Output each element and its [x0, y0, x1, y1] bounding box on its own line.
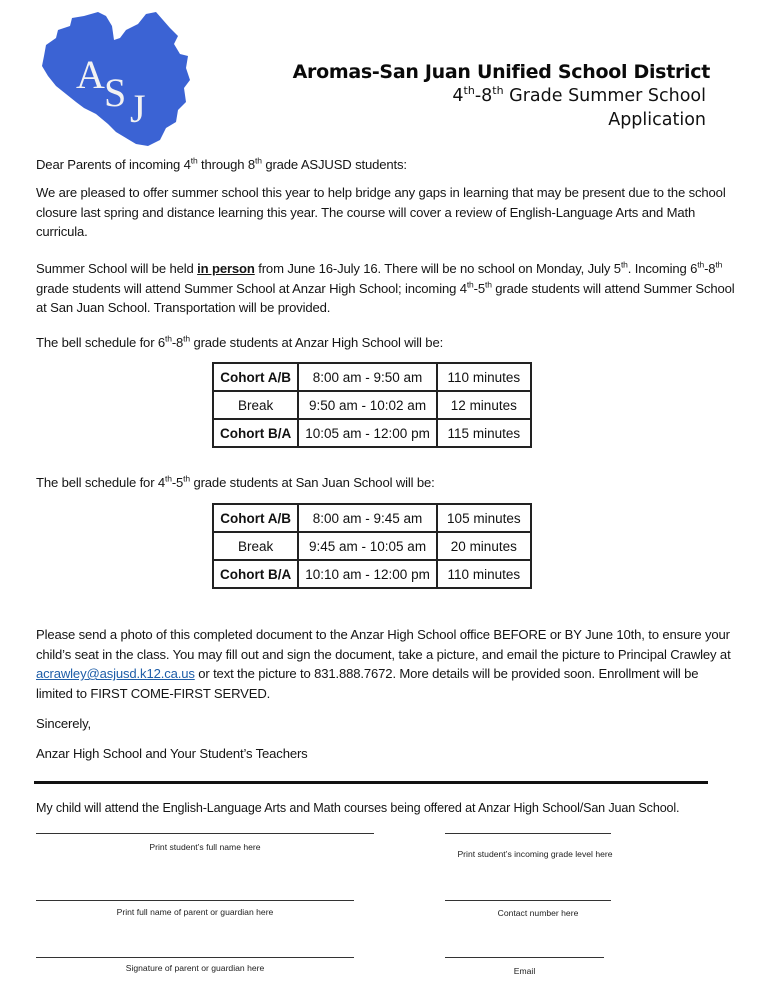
cohort-label-cell: Cohort B/A [213, 560, 298, 588]
greeting-sup: th [190, 155, 198, 166]
district-map-logo-icon [38, 10, 190, 148]
dates-sup: th [466, 279, 474, 290]
greeting-sup: th [255, 155, 262, 166]
dates-sup: th [697, 259, 705, 270]
document-subtitle [293, 84, 706, 108]
cohort-label-cell: Break [213, 391, 298, 419]
dates-text: . Incoming 6 [627, 261, 698, 276]
signature-block: Anzar High School and Your Student’s Teachers [36, 746, 308, 761]
greeting [36, 155, 736, 175]
parent-signature-line[interactable] [36, 957, 354, 958]
parent-signature-label: Signature of parent or guardian here [125, 963, 265, 973]
subtitle-grade-start: 4 [452, 86, 464, 106]
time-cell: 8:00 am - 9:50 am [298, 363, 437, 391]
dates-text: Summer School will be held [36, 261, 198, 276]
schedule-intro-sup: th [183, 473, 190, 484]
time-cell: 9:45 am - 10:05 am [298, 532, 437, 560]
schedule-intro-sup: th [183, 333, 190, 344]
table-row [213, 419, 531, 447]
subtitle-grade-end: -8 [474, 86, 493, 106]
subtitle-sup: th [463, 84, 475, 98]
instructions-paragraph [36, 625, 736, 703]
enrollment-statement: My child will attend the English-Language Arts and Math courses being offered at Anzar High School/San Juan School. [36, 801, 680, 815]
instructions-text: or text the picture to 831.888.7672. More details will be provided soon. Enrollment will be limited to FIRST COME-FIRST SERVED. [36, 666, 699, 701]
time-cell: 10:05 am - 12:00 pm [298, 419, 437, 447]
duration-cell: 115 minutes [437, 419, 531, 447]
cohort-label-cell: Cohort A/B [213, 363, 298, 391]
subtitle-sup: th [492, 84, 504, 98]
cohort-label-cell: Cohort B/A [213, 419, 298, 447]
logo-letter-a: A [76, 52, 105, 97]
duration-cell: 105 minutes [437, 504, 531, 532]
time-cell: 8:00 am - 9:45 am [298, 504, 437, 532]
logo-letter-s: S [104, 70, 127, 115]
instructions-text: Please send a photo of this completed document to the Anzar High School office BEFORE or BY June 10th, to ensure your child’s seat in the class. You may fill out and sign the document, take a picture, and email the picture to Principal Crawley at [36, 627, 731, 662]
subtitle-rest: Grade Summer School [503, 86, 706, 106]
schedule-intro-text: The bell schedule for 4 [36, 475, 166, 490]
dates-text: grade students will attend Summer School at Anzar High School; incoming 4 [36, 280, 467, 296]
table-row [213, 532, 531, 560]
schedule-intro-text: -5 [171, 475, 184, 490]
grade-level-line[interactable] [445, 833, 611, 834]
intro-paragraph: We are pleased to offer summer school this year to help bridge any gaps in learning that may be present due to the school closure last spring and distance learning this year. The course will cover a review of English-Language Arts and Math curricula. [36, 185, 726, 239]
table-row [213, 560, 531, 588]
table-row [213, 363, 531, 391]
email-line[interactable] [445, 957, 604, 958]
time-cell: 9:50 am - 10:02 am [298, 391, 437, 419]
email-label: Email [513, 966, 536, 976]
district-logo [38, 10, 190, 148]
schedule-intro-san-juan [36, 473, 736, 493]
greeting-text: grade ASJUSD students: [261, 157, 407, 172]
cohort-label-cell: Cohort A/B [213, 504, 298, 532]
dates-text: -8 [704, 261, 716, 276]
schedule-intro-text: The bell schedule for 6 [36, 335, 166, 350]
student-name-label: Print student’s full name here [149, 842, 261, 852]
table-row [213, 504, 531, 532]
duration-cell: 12 minutes [437, 391, 531, 419]
greeting-text: through 8 [197, 157, 256, 172]
cohort-label-cell: Break [213, 532, 298, 560]
parent-name-line[interactable] [36, 900, 354, 901]
schedule-intro-text: -8 [171, 335, 184, 350]
schedule-intro-sup: th [165, 473, 172, 484]
table-row [213, 391, 531, 419]
contact-number-line[interactable] [445, 900, 611, 901]
schedule-intro-text: grade students at San Juan School will be: [189, 475, 435, 490]
dates-sup: th [715, 259, 723, 270]
bell-schedule-san-juan-table [212, 503, 532, 589]
document-header [292, 60, 710, 132]
principal-email-link[interactable]: acrawley@asjusd.k12.ca.us [36, 666, 195, 681]
logo-letter-j: J [130, 86, 146, 131]
dates-sup: th [620, 259, 628, 270]
dates-paragraph [36, 259, 736, 318]
district-name: Aromas-San Juan Unified School District [292, 61, 710, 83]
closing: Sincerely, [36, 716, 92, 731]
time-cell: 10:10 am - 12:00 pm [298, 560, 437, 588]
document-subtitle-line2: Application [608, 110, 706, 130]
parent-name-label: Print full name of parent or guardian here [116, 907, 274, 917]
in-person-emphasis: in person [197, 261, 255, 276]
contact-number-label: Contact number here [497, 908, 579, 918]
duration-cell: 110 minutes [437, 363, 531, 391]
dates-text: -5 [473, 280, 485, 296]
grade-level-label: Print student’s incoming grade level here [457, 849, 613, 859]
duration-cell: 110 minutes [437, 560, 531, 588]
schedule-intro-anzar [36, 333, 736, 353]
dates-text: grade students will attend Summer School at San Juan School. Transportation will be provided. [36, 280, 735, 315]
schedule-intro-sup: th [165, 333, 172, 344]
student-name-line[interactable] [36, 833, 374, 834]
bell-schedule-anzar-table [212, 362, 532, 448]
schedule-intro-text: grade students at Anzar High School will be: [189, 335, 444, 350]
dates-text: from June 16-July 16. There will be no school on Monday, July 5 [254, 261, 621, 276]
greeting-text: Dear Parents of incoming 4 [36, 157, 191, 172]
duration-cell: 20 minutes [437, 532, 531, 560]
section-divider [34, 781, 708, 784]
dates-sup: th [484, 279, 492, 290]
